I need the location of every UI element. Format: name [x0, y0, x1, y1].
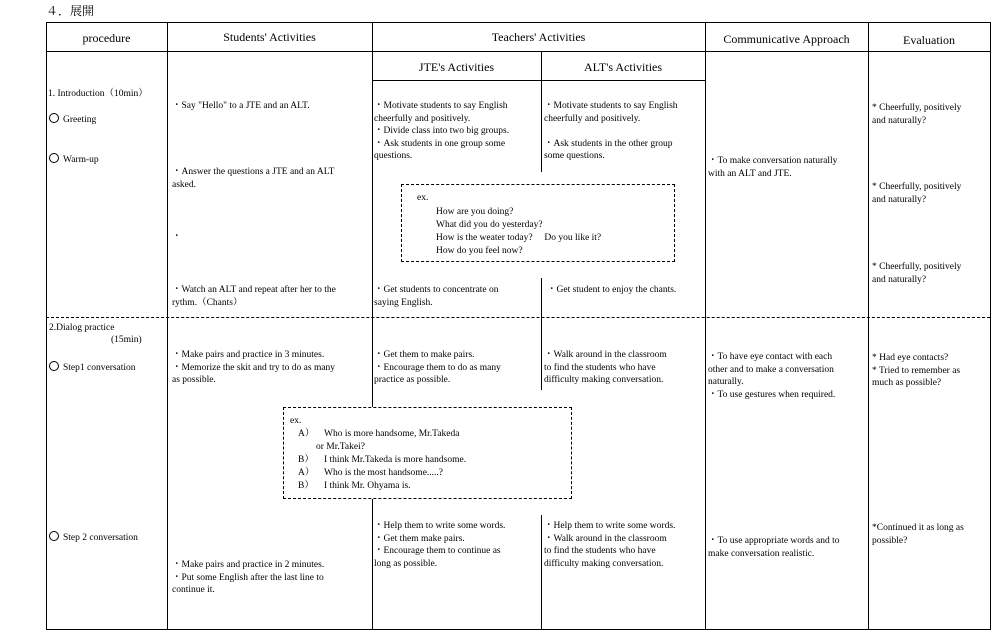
intro-students-4: ・Watch an ALT and repeat after her to the rythm.（Chants） — [172, 285, 336, 308]
intro-jte-2: ・Get students to concentrate on saying English. — [374, 285, 499, 308]
intro-students-3: ・ — [172, 232, 182, 242]
intro-evaluation-2: * Cheerfully, positively and naturally? — [872, 182, 962, 205]
dialog-example-line-4: Who is the most handsome.....? — [324, 468, 443, 478]
header-procedure: procedure — [82, 31, 131, 45]
warmup-label: Warm-up — [63, 154, 99, 165]
header-students-activities: Students' Activities — [223, 30, 316, 44]
dialog-step2 — [49, 518, 138, 544]
intro-title: 1. Introduction（10min） — [48, 89, 148, 99]
step1-students: ・Make pairs and practice in 3 minutes. ・Memorize the skit and try to do as many as possible. — [172, 350, 336, 385]
header-teachers-activities: Teachers' Activities — [491, 30, 586, 44]
step1-evaluation: * Had eye contacts? * Tried to remember as much as possible? — [872, 353, 961, 388]
intro-evaluation-1: * Cheerfully, positively and naturally? — [872, 103, 962, 126]
header-alt-activities: ALT's Activities — [583, 60, 663, 74]
intro-alt-1: ・Motivate students to say English cheerfully and positively. ・Ask students in the other group some questions. — [544, 101, 678, 161]
intro-students-2: ・Answer the questions a JTE and an ALT asked. — [172, 167, 335, 190]
intro-example-line-3: How is the weater today? Do you like it? — [436, 233, 602, 243]
step2-jte: ・Help them to write some words. ・Get them make pairs. ・Encourage them to continue as long as possible. — [374, 521, 506, 569]
circle-bullet-icon — [49, 153, 59, 163]
dialog-example-line-2: or Mr.Takei? — [316, 442, 365, 452]
circle-bullet-icon — [49, 531, 59, 541]
step1-alt: ・Walk around in the classroom to find the students who have difficulty making conversation. — [544, 350, 667, 385]
greeting-label: Greeting — [63, 114, 97, 125]
dialog-example-speaker-3: B） — [298, 455, 314, 465]
intro-communicative: ・To make conversation naturally with an ALT and JTE. — [708, 156, 838, 179]
header-jte-activities: JTE's Activities — [418, 60, 495, 74]
circle-bullet-icon — [49, 361, 59, 371]
step2-evaluation: *Continued it as long as possible? — [872, 523, 964, 546]
intro-example-label: ex. — [417, 193, 429, 203]
step1-jte: ・Get them to make pairs. ・Encourage them to do as many practice as possible. — [374, 350, 501, 385]
dialog-example-line-3: I think Mr.Takeda is more handsome. — [324, 455, 467, 465]
intro-evaluation-3: * Cheerfully, positively and naturally? — [872, 262, 962, 285]
step2-alt: ・Help them to write some words. ・Walk around in the classroom to find the students who have difficulty making conversation. — [544, 521, 676, 569]
intro-alt-2: ・Get student to enjoy the chants. — [547, 285, 677, 295]
intro-warmup — [49, 140, 99, 166]
dialog-title: 2.Dialog practice — [49, 323, 115, 333]
intro-example-line-2: What did you do yesterday? — [436, 220, 543, 230]
header-evaluation: Evaluation — [903, 33, 955, 47]
intro-example-line-4: How do you feel now? — [436, 246, 523, 256]
circle-bullet-icon — [49, 113, 59, 123]
dialog-example-line-1: Who is more handsome, Mr.Takeda — [324, 429, 460, 439]
intro-jte-1: ・Motivate students to say English cheerfully and positively. ・Divide class into two big groups. ・Ask students in one group some questions. — [374, 101, 510, 161]
dialog-example-speaker-1: A） — [298, 429, 315, 439]
step2-communicative: ・To use appropriate words and to make conversation realistic. — [708, 536, 840, 559]
intro-students-1: ・Say "Hello" to a JTE and an ALT. — [172, 101, 310, 111]
intro-greeting — [49, 100, 96, 126]
header-communicative-approach: Communicative Approach — [723, 32, 850, 46]
section-title: ４．展開 — [46, 4, 95, 18]
dialog-step1 — [49, 348, 136, 374]
dialog-time: (15min) — [111, 335, 142, 345]
dialog-example-speaker-5: B） — [298, 481, 314, 491]
step1-communicative: ・To have eye contact with each other and to make a conversation naturally. ・To use gestures when required. — [708, 352, 836, 400]
step2-students: ・Make pairs and practice in 2 minutes. ・Put some English after the last line to continue it. — [172, 560, 325, 595]
dialog-example-speaker-4: A） — [298, 468, 315, 478]
intro-example-line-1: How are you doing? — [436, 207, 514, 217]
dialog-example-label: ex. — [290, 416, 302, 426]
dialog-example-line-5: I think Mr. Ohyama is. — [324, 481, 411, 491]
step2-label: Step 2 conversation — [63, 532, 138, 543]
step1-label: Step1 conversation — [63, 362, 136, 373]
